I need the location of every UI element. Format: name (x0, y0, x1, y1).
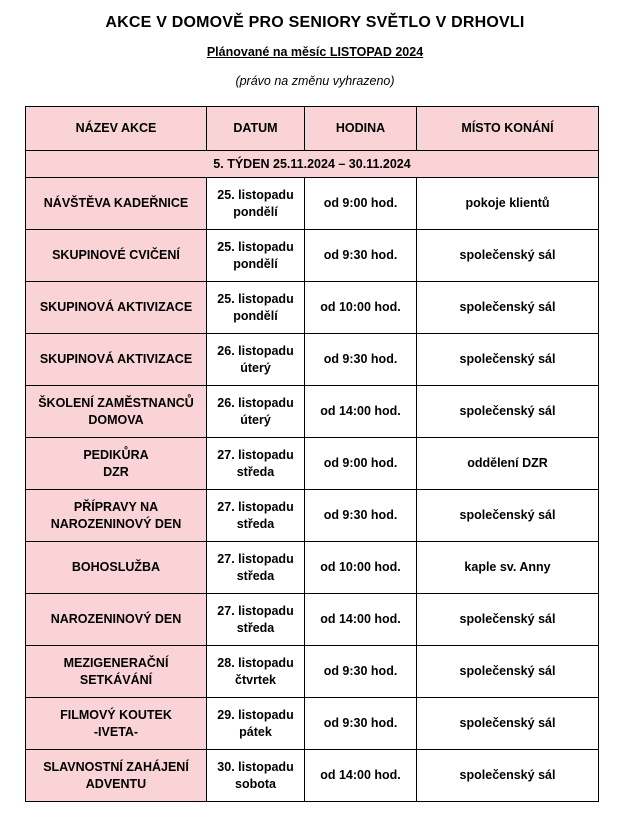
page-title: AKCE V DOMOVĚ PRO SENIORY SVĚTLO V DRHOVLI (105, 14, 525, 31)
event-time-cell: od 9:00 hod. (305, 178, 417, 230)
event-name-cell: NAROZENINOVÝ DEN (26, 594, 207, 646)
event-date-cell: 26. listopadu úterý (207, 334, 305, 386)
subtitle-text: Plánované na měsíc LISTOPAD 2024 (206, 45, 424, 59)
event-time-cell: od 9:00 hod. (305, 438, 417, 490)
event-date-cell: 28. listopadu čtvrtek (207, 646, 305, 698)
event-time-cell: od 9:30 hod. (305, 646, 417, 698)
event-place-cell: kaple sv. Anny (417, 542, 599, 594)
event-name-cell: NÁVŠTĚVA KADEŘNICE (26, 178, 207, 230)
event-name-cell: MEZIGENERAČNÍ SETKÁVÁNÍ (26, 646, 207, 698)
week-row (26, 151, 599, 178)
event-time-cell: od 14:00 hod. (305, 386, 417, 438)
event-date-cell: 25. listopadu pondělí (207, 282, 305, 334)
event-name-cell: SKUPINOVÁ AKTIVIZACE (26, 282, 207, 334)
change-note: (právo na změnu vyhrazeno) (235, 74, 395, 88)
event-time-cell: od 14:00 hod. (305, 750, 417, 802)
event-name-cell: FILMOVÝ KOUTEK -IVETA- (26, 698, 207, 750)
event-time-cell: od 9:30 hod. (305, 230, 417, 282)
event-date-cell: 30. listopadu sobota (207, 750, 305, 802)
event-place-cell: společenský sál (417, 646, 599, 698)
event-place-cell: společenský sál (417, 698, 599, 750)
event-place-cell: společenský sál (417, 282, 599, 334)
event-date-cell: 29. listopadu pátek (207, 698, 305, 750)
table-row (26, 282, 599, 334)
event-time-cell: od 14:00 hod. (305, 594, 417, 646)
table-row (26, 646, 599, 698)
table-header-row (26, 107, 599, 151)
event-place-cell: společenský sál (417, 334, 599, 386)
page-subtitle (0, 45, 630, 59)
event-time-cell: od 10:00 hod. (305, 542, 417, 594)
table-row (26, 230, 599, 282)
column-header-date: DATUM (207, 107, 305, 151)
event-date-cell: 25. listopadu pondělí (207, 230, 305, 282)
column-header-place: MÍSTO KONÁNÍ (417, 107, 599, 151)
event-name-cell: BOHOSLUŽBA (26, 542, 207, 594)
event-name-cell: ŠKOLENÍ ZAMĚSTNANCŮ DOMOVA (26, 386, 207, 438)
event-place-cell: oddělení DZR (417, 438, 599, 490)
week-label: 5. TÝDEN 25.11.2024 – 30.11.2024 (26, 151, 599, 178)
table-row (26, 490, 599, 542)
event-name-cell: PEDIKŮRA DZR (26, 438, 207, 490)
table-row (26, 438, 599, 490)
event-place-cell: pokoje klientů (417, 178, 599, 230)
event-place-cell: společenský sál (417, 386, 599, 438)
event-time-cell: od 9:30 hod. (305, 334, 417, 386)
table-row (26, 334, 599, 386)
event-date-cell: 26. listopadu úterý (207, 386, 305, 438)
event-place-cell: společenský sál (417, 230, 599, 282)
event-date-cell: 25. listopadu pondělí (207, 178, 305, 230)
event-name-cell: SKUPINOVÁ AKTIVIZACE (26, 334, 207, 386)
column-header-name: NÁZEV AKCE (26, 107, 207, 151)
schedule-table (25, 106, 599, 802)
table-row (26, 542, 599, 594)
event-name-cell: SLAVNOSTNÍ ZAHÁJENÍ ADVENTU (26, 750, 207, 802)
table-row (26, 386, 599, 438)
event-date-cell: 27. listopadu středa (207, 594, 305, 646)
event-date-cell: 27. listopadu středa (207, 490, 305, 542)
table-row (26, 698, 599, 750)
event-place-cell: společenský sál (417, 594, 599, 646)
column-header-time: HODINA (305, 107, 417, 151)
event-date-cell: 27. listopadu středa (207, 542, 305, 594)
event-name-cell: PŘÍPRAVY NA NAROZENINOVÝ DEN (26, 490, 207, 542)
table-row (26, 750, 599, 802)
event-time-cell: od 9:30 hod. (305, 698, 417, 750)
event-time-cell: od 9:30 hod. (305, 490, 417, 542)
event-name-cell: SKUPINOVÉ CVIČENÍ (26, 230, 207, 282)
event-place-cell: společenský sál (417, 490, 599, 542)
table-row (26, 178, 599, 230)
event-place-cell: společenský sál (417, 750, 599, 802)
event-date-cell: 27. listopadu středa (207, 438, 305, 490)
event-time-cell: od 10:00 hod. (305, 282, 417, 334)
table-row (26, 594, 599, 646)
